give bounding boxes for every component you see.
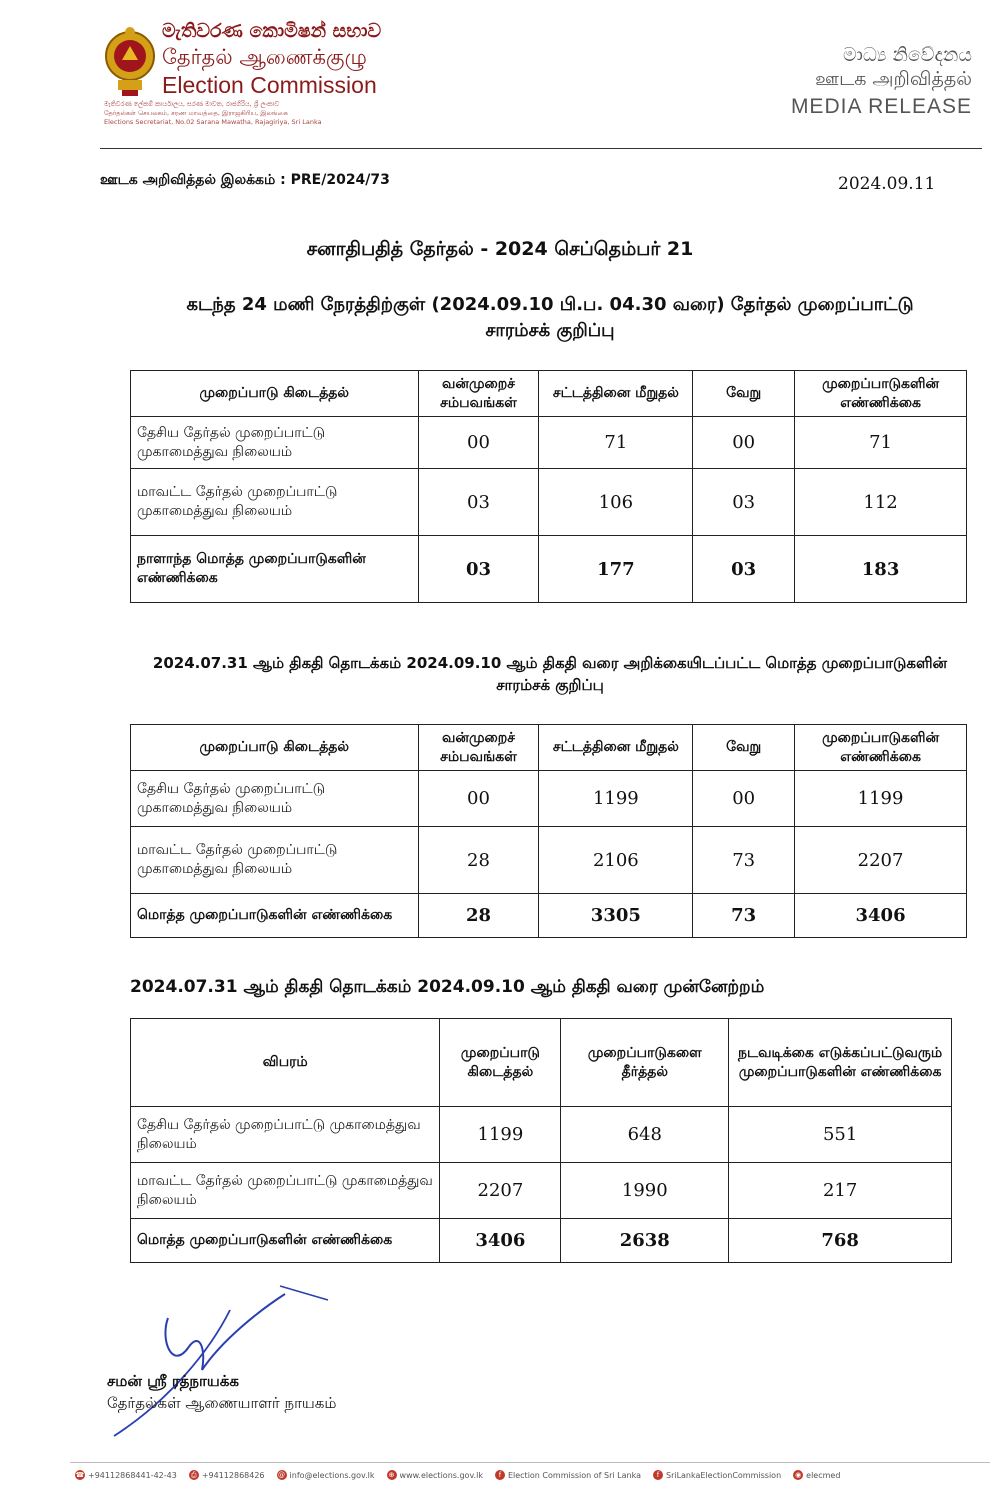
organization-name bbox=[162, 22, 381, 102]
col-header: வன்முறைச் சம்பவங்கள் bbox=[418, 725, 539, 771]
footer-text: www.elections.gov.lk bbox=[399, 1470, 483, 1480]
org-name-sinhala: මැතිවරණ කොමිෂන් සභාව bbox=[162, 20, 382, 42]
pending-cell: 551 bbox=[729, 1107, 952, 1163]
total-cell: 71 bbox=[795, 417, 967, 469]
reference-number: ஊடக அறிவித்தல் இலக்கம் : PRE/2024/73 bbox=[100, 172, 390, 188]
violation-cell: 2106 bbox=[539, 827, 693, 894]
footer-contacts bbox=[75, 1470, 985, 1480]
table-row bbox=[131, 1163, 952, 1219]
facebook-icon: f bbox=[495, 1470, 505, 1480]
violation-cell: 106 bbox=[539, 469, 693, 536]
total-cell: 2207 bbox=[795, 827, 967, 894]
address-tamil: தேர்தல்கள் செயலகம், சரண மாவத்தை, இராஜகிரிய, இலங்கை bbox=[104, 109, 288, 117]
elecmed-icon: ◉ bbox=[795, 1471, 802, 1479]
media-release-label bbox=[791, 46, 972, 117]
progress-table bbox=[130, 1018, 952, 1263]
row-label: மொத்த முறைப்பாடுகளின் எண்ணிக்கை bbox=[131, 894, 419, 938]
org-address bbox=[104, 100, 424, 127]
pending-cell: 217 bbox=[729, 1163, 952, 1219]
table-header-row bbox=[131, 725, 967, 771]
footer-facebook[interactable] bbox=[495, 1470, 641, 1480]
violence-cell: 03 bbox=[418, 536, 539, 603]
footer-text: info@elections.gov.lk bbox=[289, 1470, 375, 1480]
violence-cell: 03 bbox=[418, 469, 539, 536]
total-cell: 1199 bbox=[795, 771, 967, 827]
row-label: தேசிய தேர்தல் முறைப்பாட்டு முகாமைத்துவ நிலையம் bbox=[131, 1107, 440, 1163]
org-name-english: Election Commission bbox=[162, 72, 377, 98]
footer-text: +94112868426 bbox=[201, 1470, 265, 1480]
table-row bbox=[131, 469, 967, 536]
social-icon: f bbox=[653, 1470, 663, 1480]
col-header: முறைப்பாடு கிடைத்தல் bbox=[131, 725, 419, 771]
col-header: வேறு bbox=[693, 725, 795, 771]
row-label: நாளாந்த மொத்த முறைப்பாடுகளின் எண்ணிக்கை bbox=[131, 536, 419, 603]
table2-title: 2024.07.31 ஆம் திகதி தொடக்கம் 2024.09.10 ஆம் திகதி வரை அறிக்கையிடப்பட்ட மொத்த முறைப்பாடுகளின் சாரம்சக் குறிப்பு bbox=[152, 654, 948, 694]
media-release-english: MEDIA RELEASE bbox=[790, 95, 972, 118]
table-row bbox=[131, 417, 967, 469]
table-total-row bbox=[131, 536, 967, 603]
col-header: முறைப்பாடு கிடைத்தல் bbox=[131, 371, 419, 417]
cumulative-complaints-table bbox=[130, 724, 967, 938]
web-icon: ⊕ bbox=[387, 1470, 397, 1480]
media-release-tamil: ஊடக அறிவித்தல் bbox=[815, 68, 972, 90]
footer-elecmed[interactable] bbox=[793, 1470, 840, 1480]
violence-cell: 28 bbox=[418, 827, 539, 894]
total-cell: 112 bbox=[795, 469, 967, 536]
header-divider bbox=[100, 148, 982, 149]
resolved-cell: 2638 bbox=[561, 1219, 729, 1263]
table1-title: கடந்த 24 மணி நேரத்திற்குள் (2024.09.10 பி.ப. 04.30 வரை) தேர்தல் முறைப்பாட்டு சாரம்சக் குறிப்பு bbox=[186, 294, 914, 341]
table-row bbox=[131, 771, 967, 827]
other-cell: 03 bbox=[693, 536, 795, 603]
pending-cell: 768 bbox=[729, 1219, 952, 1263]
violation-cell: 1199 bbox=[539, 771, 693, 827]
media-release-sinhala: මාධ්‍ය නිවේදනය bbox=[842, 44, 972, 66]
address-english: Elections Secretariat, No.02 Sarana Mawatha, Rajagiriya, Sri Lanka bbox=[104, 118, 322, 126]
other-cell: 73 bbox=[693, 894, 795, 938]
col-header: சட்டத்தினை மீறுதல் bbox=[539, 371, 693, 417]
col-header: சட்டத்தினை மீறுதல் bbox=[539, 725, 693, 771]
document-title: சனாதிபதித் தேர்தல் - 2024 செப்தெம்பர் 21 bbox=[306, 238, 694, 260]
org-name-tamil: தேர்தல் ஆணைக்குழு bbox=[162, 45, 367, 69]
col-header: முறைப்பாடு கிடைத்தல் bbox=[440, 1019, 561, 1107]
total-cell: 3406 bbox=[795, 894, 967, 938]
other-cell: 00 bbox=[693, 771, 795, 827]
phone-icon: ☎ bbox=[75, 1471, 85, 1479]
signature bbox=[110, 1280, 340, 1440]
other-cell: 03 bbox=[693, 469, 795, 536]
received-cell: 3406 bbox=[440, 1219, 561, 1263]
footer-divider bbox=[70, 1462, 990, 1463]
table-header-row bbox=[131, 371, 967, 417]
resolved-cell: 1990 bbox=[561, 1163, 729, 1219]
signatory-title: தேர்தல்கள் ஆணையாளர் நாயகம் bbox=[107, 1394, 337, 1412]
col-header: நடவடிக்கை எடுக்கப்பட்டுவரும் முறைப்பாடுகளின் எண்ணிக்கை bbox=[729, 1019, 952, 1107]
row-label: தேசிய தேர்தல் முறைப்பாட்டு முகாமைத்துவ நிலையம் bbox=[131, 771, 419, 827]
footer-text: Election Commission of Sri Lanka bbox=[507, 1470, 641, 1480]
violence-cell: 00 bbox=[418, 417, 539, 469]
received-cell: 2207 bbox=[440, 1163, 561, 1219]
row-label: மாவட்ட தேர்தல் முறைப்பாட்டு முகாமைத்துவ நிலையம் bbox=[131, 469, 419, 536]
address-sinhala: මැතිවරණ ලේකම් කාර්යාලය, සරණ මාවත, රාජගිරිය, ශ්‍රී ලංකාව bbox=[104, 100, 280, 108]
violation-cell: 177 bbox=[539, 536, 693, 603]
violence-cell: 00 bbox=[418, 771, 539, 827]
other-cell: 00 bbox=[693, 417, 795, 469]
violation-cell: 71 bbox=[539, 417, 693, 469]
footer-phone bbox=[75, 1470, 177, 1480]
footer-email[interactable] bbox=[277, 1470, 375, 1480]
fax-icon: ⎙ bbox=[189, 1470, 199, 1480]
col-header: விபரம் bbox=[131, 1019, 440, 1107]
table-row bbox=[131, 827, 967, 894]
col-header: முறைப்பாடுகளை தீர்த்தல் bbox=[561, 1019, 729, 1107]
footer-web[interactable] bbox=[387, 1470, 483, 1480]
email-icon: @ bbox=[278, 1471, 286, 1479]
daily-complaints-table bbox=[130, 370, 967, 603]
row-label: மொத்த முறைப்பாடுகளின் எண்ணிக்கை bbox=[131, 1219, 440, 1263]
col-header: முறைப்பாடுகளின் எண்ணிக்கை bbox=[795, 371, 967, 417]
footer-social[interactable] bbox=[653, 1470, 781, 1480]
col-header: வேறு bbox=[693, 371, 795, 417]
violence-cell: 28 bbox=[418, 894, 539, 938]
national-emblem-logo bbox=[104, 26, 156, 98]
release-date: 2024.09.11 bbox=[838, 174, 936, 194]
footer-fax bbox=[189, 1470, 265, 1480]
table-row bbox=[131, 1107, 952, 1163]
row-label: மாவட்ட தேர்தல் முறைப்பாட்டு முகாமைத்துவ நிலையம் bbox=[131, 1163, 440, 1219]
violation-cell: 3305 bbox=[539, 894, 693, 938]
table3-title: 2024.07.31 ஆம் திகதி தொடக்கம் 2024.09.10 ஆம் திகதி வரை முன்னேற்றம் bbox=[130, 977, 765, 997]
row-label: மாவட்ட தேர்தல் முறைப்பாட்டு முகாமைத்துவ நிலையம் bbox=[131, 827, 419, 894]
table-header-row bbox=[131, 1019, 952, 1107]
resolved-cell: 648 bbox=[561, 1107, 729, 1163]
col-header: வன்முறைச் சம்பவங்கள் bbox=[418, 371, 539, 417]
total-cell: 183 bbox=[795, 536, 967, 603]
footer-text: SriLankaElectionCommission bbox=[665, 1470, 782, 1480]
footer-text: elecmed bbox=[806, 1470, 841, 1480]
col-header: முறைப்பாடுகளின் எண்ணிக்கை bbox=[795, 725, 967, 771]
signatory-name: சமன் ஸ்ரீ ரத்நாயக்க bbox=[107, 1372, 239, 1390]
received-cell: 1199 bbox=[440, 1107, 561, 1163]
footer-text: +94112868441-42-43 bbox=[88, 1470, 177, 1480]
row-label: தேசிய தேர்தல் முறைப்பாட்டு முகாமைத்துவ நிலையம் bbox=[131, 417, 419, 469]
table-total-row bbox=[131, 1219, 952, 1263]
other-cell: 73 bbox=[693, 827, 795, 894]
table-total-row bbox=[131, 894, 967, 938]
